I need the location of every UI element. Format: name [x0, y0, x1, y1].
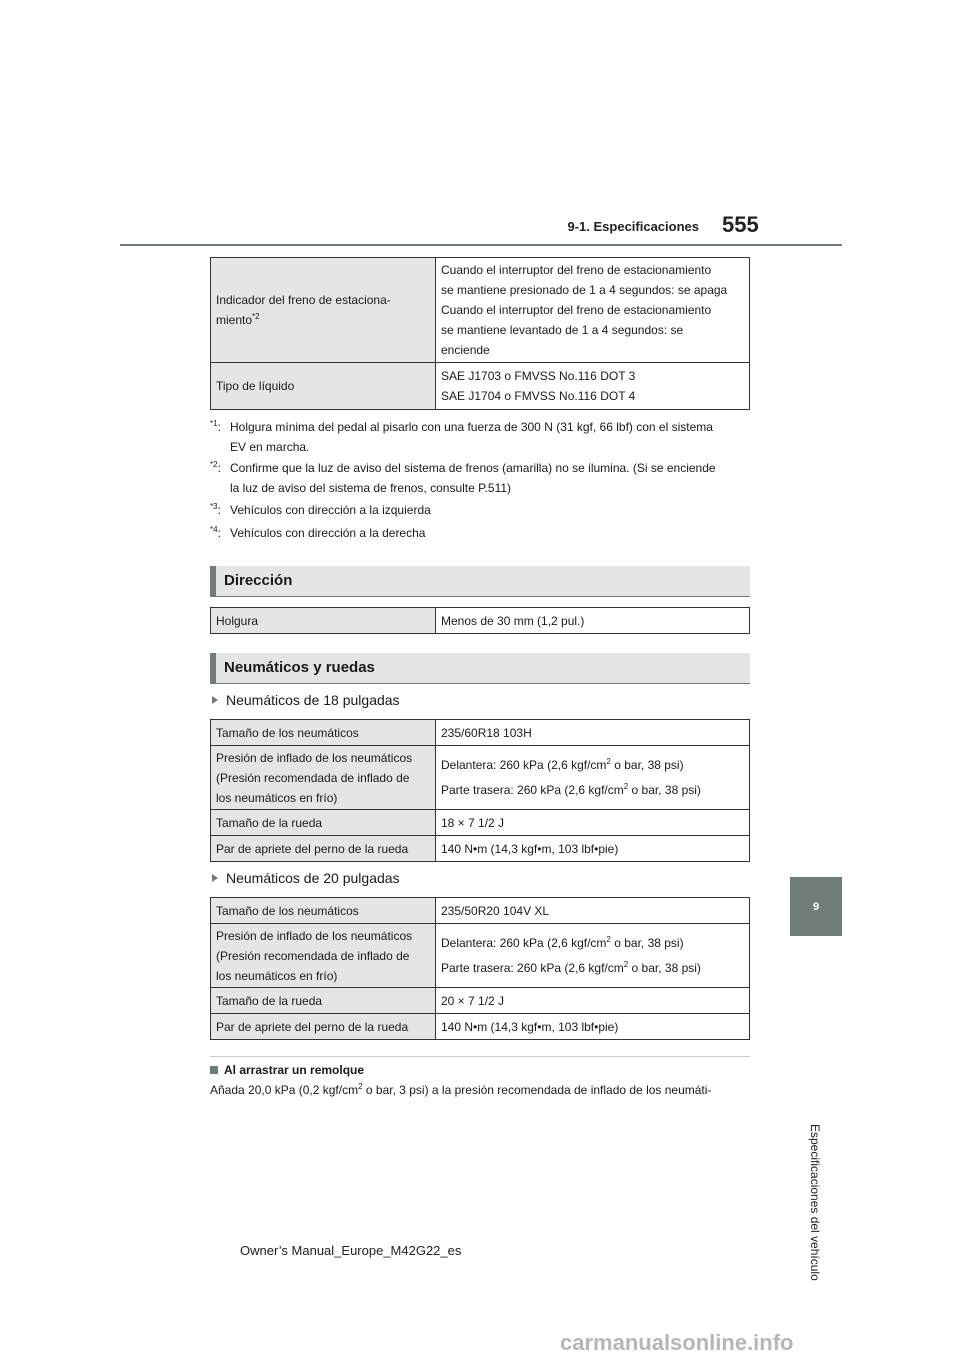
value-text: Delantera: 260 kPa (2,6 kgf/cm	[441, 935, 607, 950]
table-label-cell: Tamaño de los neumáticos	[211, 898, 436, 924]
value-text: o bar, 38 psi)	[628, 960, 701, 975]
footnote-mark: *1	[210, 419, 218, 428]
table-value-cell: 140 N•m (14,3 kgf•m, 103 lbf•pie)	[436, 1014, 750, 1040]
heading-text: Al arrastrar un remolque	[224, 1063, 365, 1077]
value-line	[441, 778, 744, 803]
value-line	[441, 956, 744, 981]
footnote-text: EV en marcha.	[230, 440, 310, 454]
footnote-mark: *2	[210, 460, 218, 469]
value-line: SAE J1704 o FMVSS No.116 DOT 4	[441, 389, 636, 403]
table-label-cell: Tamaño de los neumáticos	[211, 720, 436, 746]
footnote-text: Vehículos con dirección a la derecha	[230, 526, 426, 540]
value-line: Cuando el interruptor del freno de estacionamiento	[441, 303, 712, 317]
superscript: 2	[623, 781, 629, 791]
section-rule	[210, 596, 750, 597]
label-line	[216, 310, 430, 330]
section-heading-tires: Neumáticos y ruedas	[210, 653, 750, 683]
footnote-mark: *4	[210, 525, 218, 534]
chapter-tab	[790, 877, 842, 936]
section-title: 9-1. Especificaciones	[567, 219, 699, 234]
subsection-bullet	[212, 870, 400, 886]
table-value-cell	[436, 746, 750, 810]
table-value-cell	[436, 924, 750, 988]
table-value-cell: 235/60R18 103H	[436, 720, 750, 746]
trailer-text	[210, 1083, 711, 1097]
label-text: miento	[216, 313, 253, 327]
value-text: o bar, 38 psi)	[628, 782, 701, 797]
value-line: SAE J1703 o FMVSS No.116 DOT 3	[441, 369, 636, 383]
footnote: $^{*2}$: Confirme que la luz de aviso del sistema de frenos (amarilla) no se ilumina. (Si se enciende la luz de aviso del sistema de frenos, consulte P.511)	[210, 458, 750, 498]
label-line: Presión de inflado de los neumáticos	[216, 750, 413, 765]
body-text: o bar, 3 psi) a la presión recomendada de inflado de los neumáti-	[362, 1083, 712, 1097]
trailer-heading	[210, 1063, 364, 1077]
table-label-cell: Par de apriete del perno de la rueda	[211, 1014, 436, 1040]
label-line: Indicador del freno de estaciona-	[216, 293, 391, 307]
bullet-text: Neumáticos de 18 pulgadas	[226, 692, 400, 708]
tires-20-spec-table	[210, 897, 750, 1040]
value-text: Parte trasera: 260 kPa (2,6 kgf/cm	[441, 782, 624, 797]
brake-spec-table	[210, 257, 750, 410]
label-line: los neumáticos en frío)	[216, 790, 338, 805]
table-value-cell	[436, 363, 750, 410]
footnote-ref: *2	[252, 312, 260, 321]
label-line: (Presión recomendada de inflado de	[216, 770, 410, 785]
table-value-cell: 140 N•m (14,3 kgf•m, 103 lbf•pie)	[436, 836, 750, 862]
table-label-cell: Tamaño de la rueda	[211, 810, 436, 836]
chapter-side-label	[790, 944, 842, 1281]
footnote-text: Vehículos con dirección a la izquierda	[230, 503, 431, 517]
footnote-mark: *3	[210, 502, 218, 511]
subsection-rule	[210, 1056, 750, 1057]
watermark: carmanualsonline.info	[560, 1330, 794, 1355]
value-line: Cuando el interruptor del freno de estacionamiento	[441, 263, 712, 277]
footnote: $^{*1}$: Holgura mínima del pedal al pisarlo con una fuerza de 300 N (31 kgf, 66 lbf) con el sistema EV en marcha.	[210, 417, 750, 457]
table-value-cell	[436, 258, 750, 363]
footnote: $^{*4}$: Vehículos con dirección a la derecha	[210, 525, 426, 540]
triangle-bullet-icon	[212, 696, 218, 704]
table-value-cell: 235/50R20 104V XL	[436, 898, 750, 924]
value-text: o bar, 38 psi)	[610, 935, 684, 950]
section-heading-steering: Dirección	[210, 566, 750, 596]
superscript: 2	[606, 756, 611, 766]
table-label-cell: Tamaño de la rueda	[211, 988, 436, 1014]
table-label-cell: Par de apriete del perno de la rueda	[211, 836, 436, 862]
value-line	[441, 753, 744, 778]
table-value-cell: Menos de 30 mm (1,2 pul.)	[436, 608, 750, 634]
value-line: se mantiene presionado de 1 a 4 segundos: se apaga	[441, 283, 728, 297]
table-label-cell	[211, 746, 436, 810]
table-row	[211, 746, 750, 810]
footnote-text: Holgura mínima del pedal al pisarlo con una fuerza de 300 N (31 kgf, 66 lbf) con el sistema	[230, 420, 713, 434]
superscript: 2	[623, 959, 629, 969]
chapter-number: 9	[812, 900, 820, 913]
table-row	[211, 1014, 750, 1040]
footnote: $^{*3}$: Vehículos con dirección a la izquierda	[210, 502, 431, 517]
superscript: 2	[606, 934, 611, 944]
page-number: 555	[722, 212, 759, 237]
label-line: Presión de inflado de los neumáticos	[216, 928, 413, 943]
steering-spec-table	[210, 607, 750, 634]
value-line	[441, 931, 744, 956]
header-rule	[120, 244, 842, 246]
label-line: los neumáticos en frío)	[216, 968, 338, 983]
table-row	[211, 836, 750, 862]
square-bullet-icon	[210, 1066, 218, 1074]
label-line: (Presión recomendada de inflado de	[216, 948, 410, 963]
table-value-cell: 18 × 7 1/2 J	[436, 810, 750, 836]
triangle-bullet-icon	[212, 874, 218, 882]
body-text: Añada 20,0 kPa (0,2 kgf/cm	[210, 1083, 359, 1097]
table-row	[211, 988, 750, 1014]
superscript: 2	[358, 1082, 363, 1091]
value-line: enciende	[441, 343, 490, 357]
table-row	[211, 898, 750, 924]
table-value-cell: 20 × 7 1/2 J	[436, 988, 750, 1014]
table-row	[211, 608, 750, 634]
footer-text: Owner’s Manual_Europe_M42G22_es	[240, 1243, 462, 1258]
section-rule	[210, 683, 750, 684]
table-label-cell: Tipo de líquido	[211, 363, 436, 410]
tires-18-spec-table	[210, 719, 750, 862]
footnote-text: la luz de aviso del sistema de frenos, consulte P.511)	[230, 481, 512, 495]
table-label-cell	[211, 258, 436, 363]
footnote-text: Confirme que la luz de aviso del sistema de frenos (amarilla) no se ilumina. (Si se enciende	[230, 461, 716, 475]
value-text: o bar, 38 psi)	[610, 757, 684, 772]
subsection-bullet	[212, 692, 400, 708]
table-row	[211, 258, 750, 363]
value-text: Parte trasera: 260 kPa (2,6 kgf/cm	[441, 960, 624, 975]
value-text: Delantera: 260 kPa (2,6 kgf/cm	[441, 757, 607, 772]
chapter-title: Especificaciones del vehículo	[808, 1124, 822, 1281]
table-row	[211, 810, 750, 836]
table-row	[211, 924, 750, 988]
table-row	[211, 363, 750, 410]
bullet-text: Neumáticos de 20 pulgadas	[226, 870, 400, 886]
table-label-cell: Holgura	[211, 608, 436, 634]
table-row	[211, 720, 750, 746]
table-label-cell	[211, 924, 436, 988]
value-line: se mantiene levantado de 1 a 4 segundos: se	[441, 323, 684, 337]
